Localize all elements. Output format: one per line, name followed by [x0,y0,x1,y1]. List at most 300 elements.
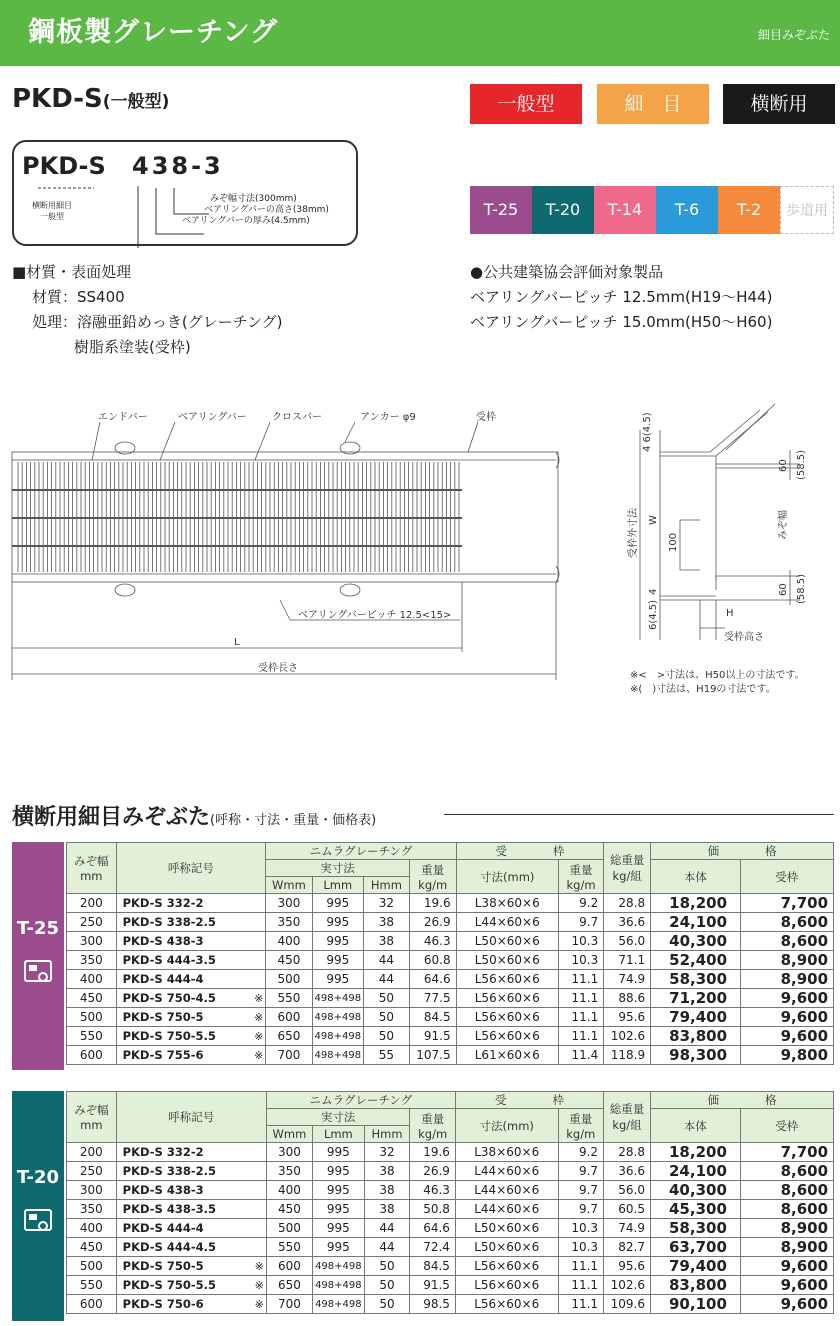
cell [224,913,265,932]
cell: ※ [224,1027,265,1046]
cell: 995 [313,1200,365,1219]
cell: PKD-S 338-2.5 [116,913,224,932]
cell: 995 [312,913,364,932]
cell: L44×60×6 [455,1181,558,1200]
dim-60-bottom: 60 [778,583,789,596]
hdr-frame: 受 枠 [456,843,604,860]
table-row [67,1008,834,1027]
prefix-desc-1: 横断用細目 [32,201,72,210]
hdr-actual: 実寸法 [266,1109,410,1126]
cell: PKD-S 750-4.5 [116,989,224,1008]
cell [224,951,265,970]
cell: 44 [364,1238,410,1257]
cell: 700 [266,1046,312,1065]
cell: 32 [364,894,410,913]
material-line-3: 樹脂系塗装(受枠) [74,338,191,356]
cell: 9.7 [558,1200,604,1219]
cell: 60.5 [604,1200,651,1219]
truck-icon [24,1209,52,1231]
cell [224,970,265,989]
cell: L50×60×6 [456,932,558,951]
table-row [67,1257,834,1276]
cell: 995 [312,951,364,970]
cell: 550 [266,1238,312,1257]
cell [224,894,265,913]
cell: PKD-S 332-2 [116,1143,224,1162]
cell: L56×60×6 [456,970,558,989]
table-row [67,1200,834,1219]
hdr-w: Wmm [266,1126,312,1143]
cell: 450 [67,1238,117,1257]
cell: 19.6 [410,1143,456,1162]
cell: 9,600 [740,1027,833,1046]
label-groove-width: みぞ幅 [778,510,789,540]
spec-line-2: ベアリングバーピッチ 12.5mm(H19～H44) [470,288,773,306]
code-value: 438-3 [132,152,224,180]
cell: 77.5 [409,989,456,1008]
technical-drawing [0,390,840,700]
cell: 50 [364,1008,410,1027]
cell: 40,300 [651,1181,741,1200]
hdr-h: Hmm [364,1126,410,1143]
cell: 79,400 [651,1257,741,1276]
cell: 83,800 [651,1027,740,1046]
cell: ※ [225,1276,267,1295]
cell: 11.1 [558,1295,604,1314]
cell: 995 [313,1181,365,1200]
dim-top: 4 6(4.5) [642,412,653,452]
cell: 24,100 [651,1162,741,1181]
cell: 38 [364,932,410,951]
cell: 60.8 [409,951,456,970]
table-row [67,1276,834,1295]
cell: 600 [67,1295,117,1314]
cell: 26.9 [410,1162,456,1181]
cell: L44×60×6 [455,1162,558,1181]
cell: 52,400 [651,951,740,970]
cell: PKD-S 750-5 [116,1257,224,1276]
cell: 44 [364,1219,410,1238]
cell: 8,600 [740,1162,833,1181]
section-title-text: 横断用細目みぞぶた [12,805,211,830]
material-line-1: 材質：SS400 [32,288,125,306]
code-prefix: PKD-S [22,152,106,180]
cell: 74.9 [604,1219,651,1238]
table-row [67,1238,834,1257]
cell: 38 [364,913,410,932]
page-subtitle: 細目みぞぶた [757,28,830,42]
cell: 107.5 [409,1046,456,1065]
cell: 500 [67,1257,117,1276]
cell: 72.4 [410,1238,456,1257]
cell: 50 [364,989,410,1008]
cell: 500 [67,1008,117,1027]
load-class-side-0 [12,842,64,1070]
dim-585-bottom: (58.5) [796,573,807,604]
dim-60-top: 60 [778,459,789,472]
cell: 400 [266,932,312,951]
cell: L56×60×6 [456,989,558,1008]
dim-H: H [726,608,734,619]
hdr-grating: ニムラグレーチング [266,1092,455,1109]
cell: 9,600 [740,1257,833,1276]
cell: 50 [364,1257,410,1276]
specs-section [470,260,772,335]
cell: PKD-S 438-3 [116,1181,224,1200]
cell: 450 [266,1200,312,1219]
cell: L50×60×6 [455,1219,558,1238]
cell: 350 [67,1200,117,1219]
label-L: L [234,637,240,648]
cell: 498+498 [312,1027,364,1046]
table-row [67,1181,834,1200]
cell: 500 [266,1219,312,1238]
cell: 95.6 [604,1257,651,1276]
cell: L50×60×6 [455,1238,558,1257]
cell: 450 [67,989,117,1008]
cell: 11.4 [558,1046,603,1065]
cell: 24,100 [651,913,740,932]
cell: 50 [364,1295,410,1314]
cell: L50×60×6 [456,951,558,970]
material-line-2: 処理：溶融亜鉛めっき(グレーチング) [32,313,283,331]
cell: PKD-S 438-3.5 [116,1200,224,1219]
cell: L56×60×6 [455,1276,558,1295]
cell: ※ [224,989,265,1008]
plan-view [12,422,559,680]
cell: 200 [67,1143,117,1162]
label-frame-height: 受枠高さ [724,632,764,643]
table-row [67,1219,834,1238]
cell: PKD-S 444-4.5 [116,1238,224,1257]
cell: 28.8 [604,894,651,913]
cell: 55 [364,1046,410,1065]
cell: 550 [266,989,312,1008]
cell: 50.8 [410,1200,456,1219]
hdr-weight2: 重量 kg/m [558,1109,604,1143]
cell: 650 [266,1027,312,1046]
cell: 44 [364,970,410,989]
dim-W: W [648,515,659,525]
cell: 498+498 [313,1295,365,1314]
cell: 8,600 [740,1200,833,1219]
cell: 102.6 [604,1276,651,1295]
cell: L56×60×6 [455,1257,558,1276]
hdr-code: 呼称記号 [116,1092,266,1143]
cell: 9.7 [558,1181,604,1200]
cell: 11.1 [558,1008,603,1027]
cell: PKD-S 444-4 [116,970,224,989]
cell: 8,900 [740,1238,833,1257]
load-class-label: T-20 [16,1167,60,1188]
label-bearing-bar: ベアリングバー [178,412,247,423]
cell: L44×60×6 [456,913,558,932]
cell: 38 [364,1162,410,1181]
load-class-label: T-25 [16,918,60,939]
cell [225,1200,267,1219]
cell: 63,700 [651,1238,741,1257]
cell: 50 [364,1276,410,1295]
cell: 56.0 [604,932,651,951]
hdr-frame: 受 枠 [455,1092,603,1109]
hdr-weight: 重量 kg/m [410,1109,456,1143]
cell: 64.6 [409,970,456,989]
cell: 64.6 [410,1219,456,1238]
cell [225,1143,267,1162]
spec-line-1: ●公共建築協会評価対象製品 [470,263,664,281]
cell: 600 [67,1046,117,1065]
prefix-desc-2: 一般型 [40,212,64,221]
cell: 88.6 [604,989,651,1008]
cell: 9,600 [740,989,833,1008]
note-1: ※< >寸法は、H50以上の寸法です。 [630,670,805,681]
price-table-t-20 [66,1091,834,1314]
cell: 11.1 [558,989,603,1008]
table-row [67,951,834,970]
cell: 74.9 [604,970,651,989]
cell: 40,300 [651,932,740,951]
hdr-h: Hmm [364,877,410,894]
code-descriptions [182,194,329,227]
dim-100: 100 [668,532,679,552]
cell: PKD-S 338-2.5 [116,1162,224,1181]
cell: 38 [364,1200,410,1219]
cell: 350 [266,1162,312,1181]
cell: PKD-S 444-3.5 [116,951,224,970]
cell: 98.5 [410,1295,456,1314]
hdr-frame-price: 受枠 [740,1109,833,1143]
cell: 18,200 [651,894,740,913]
hdr-w: Wmm [266,877,312,894]
cell: 995 [313,1219,365,1238]
label-cross-bar: クロスバー [272,412,322,423]
dim-585-top: (58.5) [796,449,807,480]
cell: 550 [67,1027,117,1046]
table-row [67,989,834,1008]
dim-outer: 受枠外寸法 [628,508,639,558]
cell: 9.2 [558,894,603,913]
table-row [67,894,834,913]
cell: PKD-S 750-5.5 [116,1027,224,1046]
hdr-l: Lmm [312,877,364,894]
cell: 995 [313,1238,365,1257]
cell: 11.1 [558,1257,604,1276]
section-view [640,404,800,640]
model-type: (一般型) [102,92,170,112]
cell: 300 [67,1181,117,1200]
label-frame-length: 受枠長さ [258,663,298,674]
note-2: ※( )寸法は、H19の寸法です。 [630,684,776,695]
cell: 600 [266,1257,312,1276]
cell: 28.8 [604,1143,651,1162]
cell: 11.1 [558,970,603,989]
cell: 91.5 [409,1027,456,1046]
cell: 450 [266,951,312,970]
tag-fine: 細 目 [597,84,709,124]
desc-width: みぞ幅寸法(300mm) [210,194,297,204]
hdr-price: 価 格 [651,843,834,860]
cell: 995 [312,932,364,951]
cell: 10.3 [558,932,603,951]
cell: 498+498 [312,1046,364,1065]
table-row [67,932,834,951]
desc-thickness: ベアリングバーの厚み(4.5mm) [182,216,310,226]
cell: 9.7 [558,913,603,932]
cell: 98,300 [651,1046,740,1065]
cell: 95.6 [604,1008,651,1027]
code-explanation-box [12,140,358,246]
label-end-bar: エンドバー [98,412,148,423]
cell: 102.6 [604,1027,651,1046]
cell: 7,700 [740,1143,833,1162]
table-row [67,913,834,932]
cell: 7,700 [740,894,833,913]
cell: 498+498 [313,1276,365,1295]
model-name [12,84,169,114]
table-row [67,1295,834,1314]
cell: 50 [364,1027,410,1046]
cell: 18,200 [651,1143,741,1162]
cell: 500 [266,970,312,989]
cell: 9,800 [740,1046,833,1065]
cell: 45,300 [651,1200,741,1219]
badge-t2: T-2 [718,186,780,234]
hdr-code: 呼称記号 [116,843,266,894]
badge-t14: T-14 [594,186,656,234]
load-class-side-1 [12,1091,64,1321]
cell: L44×60×6 [455,1200,558,1219]
badge-sidewalk: 歩道用 [780,186,834,234]
cell: 9,600 [740,1008,833,1027]
section-subtitle: (呼称・寸法・重量・価格表) [210,813,377,828]
cell: 36.6 [604,913,651,932]
cell: PKD-S 755-6 [116,1046,224,1065]
badge-t25: T-25 [470,186,532,234]
hdr-actual: 実寸法 [266,860,409,877]
cell [225,1181,267,1200]
plan-view-labels [98,410,496,674]
cell: L56×60×6 [456,1027,558,1046]
cell: 300 [266,894,312,913]
cell: 44 [364,951,410,970]
desc-height: ベアリングバーの高さ(38mm) [204,205,329,215]
cell: 400 [67,970,117,989]
tag-general: 一般型 [470,84,582,124]
cell: 26.9 [409,913,456,932]
page-header [0,0,840,66]
cell: L61×60×6 [456,1046,558,1065]
hdr-price: 価 格 [651,1092,834,1109]
hdr-total: 総重量 kg/組 [604,1092,651,1143]
cell: 8,600 [740,932,833,951]
cell: 995 [312,894,364,913]
hdr-dim: 寸法(mm) [455,1109,558,1143]
hdr-grating: ニムラグレーチング [266,843,456,860]
cell: PKD-S 444-4 [116,1219,224,1238]
label-frame: 受枠 [476,412,496,423]
cell: 83,800 [651,1276,741,1295]
cell: 58,300 [651,970,740,989]
cell: 32 [364,1143,410,1162]
cell: 91.5 [410,1276,456,1295]
cell: 700 [266,1295,312,1314]
cell: 995 [313,1143,365,1162]
cell: PKD-S 332-2 [116,894,224,913]
model-code: PKD-S [12,84,103,114]
cell: 9,600 [740,1295,833,1314]
cell: 56.0 [604,1181,651,1200]
cell: 200 [67,894,117,913]
cell: 71.1 [604,951,651,970]
cell: 11.1 [558,1276,604,1295]
table-row [67,1046,834,1065]
cell [225,1162,267,1181]
cell: 250 [67,1162,117,1181]
hdr-dim: 寸法(mm) [456,860,558,894]
cell: 498+498 [313,1257,365,1276]
cell: 995 [313,1162,365,1181]
cell: 46.3 [409,932,456,951]
table-row [67,970,834,989]
cell: PKD-S 750-5 [116,1008,224,1027]
cell: 90,100 [651,1295,741,1314]
cell: 498+498 [312,1008,364,1027]
cell: 36.6 [604,1162,651,1181]
cell: ※ [225,1257,267,1276]
cell: 600 [266,1008,312,1027]
cell: 9.7 [558,1162,604,1181]
hdr-groove: みぞ幅 mm [67,843,117,894]
cell: 498+498 [312,989,364,1008]
price-table-t-25 [66,842,834,1065]
cell: 79,400 [651,1008,740,1027]
cell: 109.6 [604,1295,651,1314]
cell: 8,600 [740,913,833,932]
cell: 650 [266,1276,312,1295]
cell: 82.7 [604,1238,651,1257]
cell: 84.5 [409,1008,456,1027]
cell: 300 [67,932,117,951]
cell: ※ [224,1046,265,1065]
cell: 250 [67,913,117,932]
cell: 550 [67,1276,117,1295]
cell: 10.3 [558,1219,604,1238]
cell [224,932,265,951]
cell: 58,300 [651,1219,741,1238]
cell: 9.2 [558,1143,604,1162]
cell: L38×60×6 [456,894,558,913]
hdr-body: 本体 [651,1109,741,1143]
cell: PKD-S 750-6 [116,1295,224,1314]
hdr-frame-price: 受枠 [740,860,833,894]
section-divider [444,814,834,815]
cell: 350 [67,951,117,970]
cell: 19.6 [409,894,456,913]
badge-t20: T-20 [532,186,594,234]
hdr-groove: みぞ幅 mm [67,1092,117,1143]
hdr-total: 総重量 kg/組 [604,843,651,894]
cell: 8,900 [740,1219,833,1238]
cell: 10.3 [558,951,603,970]
cell: 400 [67,1219,117,1238]
label-anchor: アンカー φ9 [360,412,416,423]
cell: 38 [364,1181,410,1200]
tag-transverse: 横断用 [723,84,835,124]
cell [225,1219,267,1238]
cell: 9,600 [740,1276,833,1295]
cell [225,1238,267,1257]
cell: 995 [312,970,364,989]
